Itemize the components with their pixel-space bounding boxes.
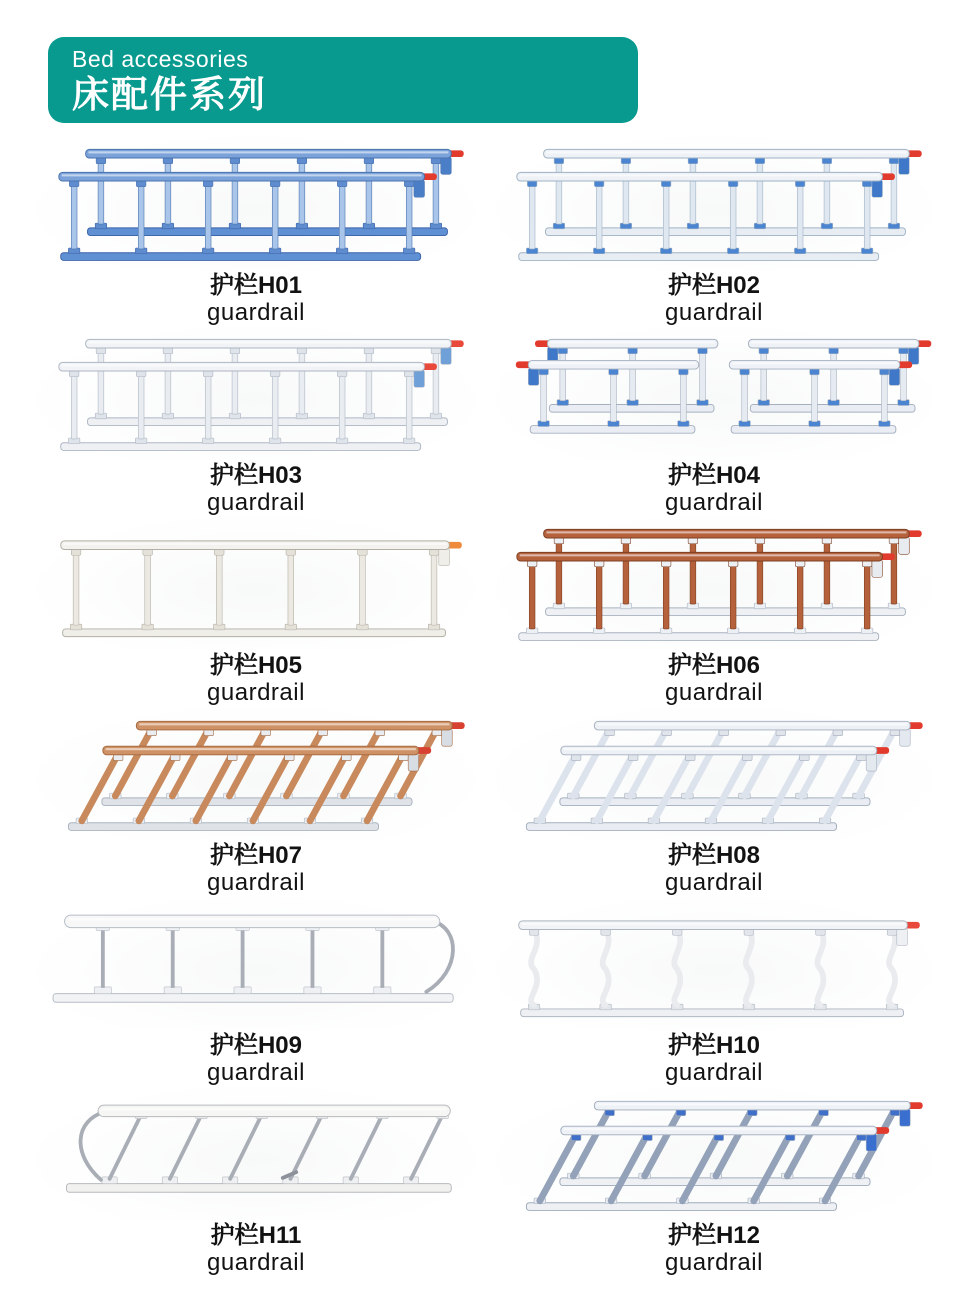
product-name-cn: 护栏H02 — [667, 272, 760, 299]
product-grid — [27, 136, 943, 1276]
product-name-cn: 护栏H06 — [667, 652, 760, 679]
section-subtitle-en: Bed accessories — [72, 46, 249, 72]
product-name-en: guardrail — [665, 299, 763, 326]
product-name-cn: 护栏H11 — [210, 1222, 302, 1249]
guardrail-photo-h02 — [494, 136, 934, 270]
product-name-cn: 护栏H07 — [209, 842, 302, 869]
guardrail-photo-h06 — [494, 516, 934, 650]
product-name-en: guardrail — [207, 1059, 305, 1086]
guardrail-photo-h10 — [494, 896, 934, 1030]
product-name-en: guardrail — [207, 679, 305, 706]
section-title-cn: 床配件系列 — [72, 74, 267, 115]
section-banner — [48, 37, 638, 123]
product-card-h06 — [485, 516, 943, 706]
product-name-cn: 护栏H09 — [209, 1032, 302, 1059]
product-name-en: guardrail — [207, 299, 305, 326]
product-name-cn: 护栏H03 — [209, 462, 302, 489]
product-name-en: guardrail — [207, 1249, 305, 1276]
product-name-cn: 护栏H12 — [667, 1222, 760, 1249]
product-name-en: guardrail — [665, 869, 763, 896]
guardrail-photo-h09 — [36, 896, 476, 1030]
product-name-en: guardrail — [665, 489, 763, 516]
product-card-h08 — [485, 706, 943, 896]
guardrail-photo-h03 — [36, 326, 476, 460]
product-card-h07 — [27, 706, 485, 896]
product-name-cn: 护栏H04 — [667, 462, 760, 489]
guardrail-photo-h04 — [494, 326, 934, 460]
product-card-h04 — [485, 326, 943, 516]
product-card-h05 — [27, 516, 485, 706]
product-name-en: guardrail — [665, 1249, 763, 1276]
product-card-h03 — [27, 326, 485, 516]
guardrail-photo-h07 — [36, 706, 476, 840]
product-card-h12 — [485, 1086, 943, 1276]
guardrail-photo-h05 — [36, 516, 476, 650]
product-name-en: guardrail — [207, 489, 305, 516]
product-name-cn: 护栏H01 — [209, 272, 302, 299]
product-name-en: guardrail — [665, 1059, 763, 1086]
product-name-cn: 护栏H08 — [667, 842, 760, 869]
guardrail-photo-h12 — [494, 1086, 934, 1220]
product-card-h09 — [27, 896, 485, 1086]
product-card-h01 — [27, 136, 485, 326]
guardrail-photo-h11 — [36, 1086, 476, 1220]
guardrail-photo-h08 — [494, 706, 934, 840]
product-name-en: guardrail — [665, 679, 763, 706]
guardrail-photo-h01 — [36, 136, 476, 270]
product-name-cn: 护栏H05 — [209, 652, 302, 679]
product-name-en: guardrail — [207, 869, 305, 896]
product-card-h10 — [485, 896, 943, 1086]
product-card-h02 — [485, 136, 943, 326]
product-name-cn: 护栏H10 — [667, 1032, 760, 1059]
product-card-h11 — [27, 1086, 485, 1276]
